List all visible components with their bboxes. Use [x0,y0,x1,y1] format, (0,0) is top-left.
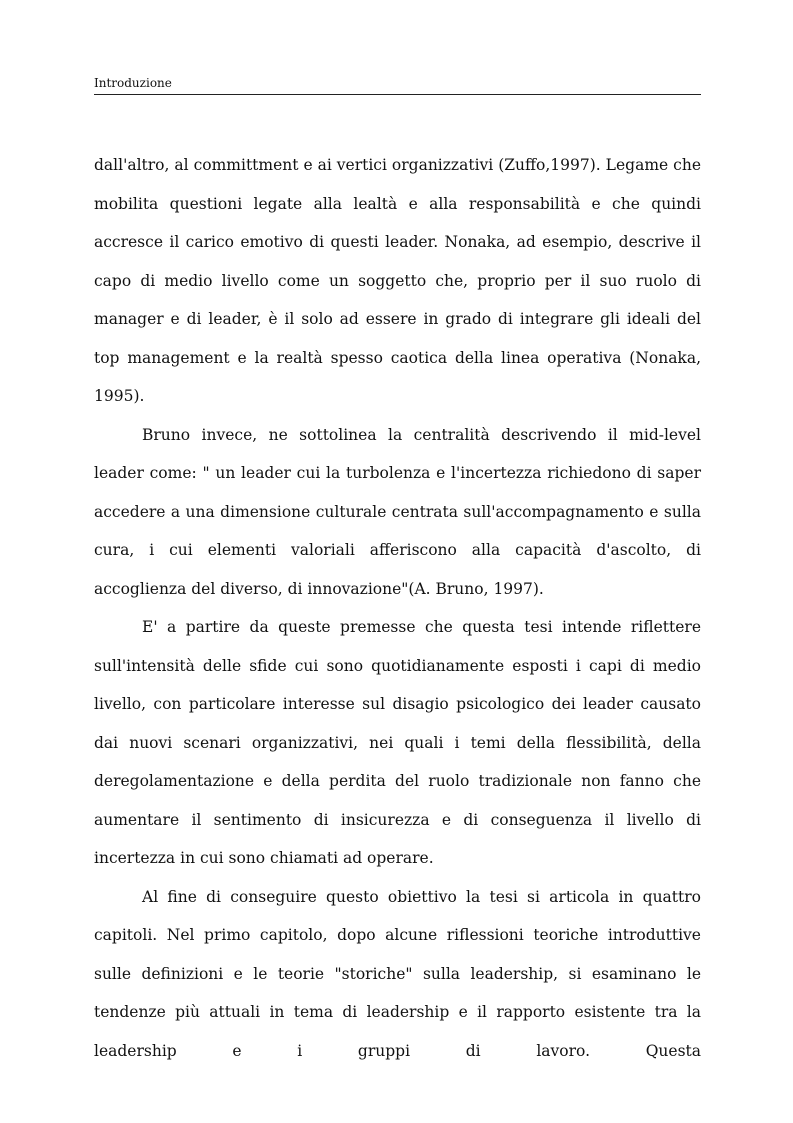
paragraph-1: dall'altro, al committment e ai vertici organizzativi (Zuffo,1997). Legame che mobilita questioni legate alla lealtà e alla responsabilità e che quindi accresce il carico emotivo di questi leader. Nonaka, ad esempio, descrive il capo di medio livello come un soggetto che, proprio per il suo ruolo di manager e di leader, è il solo ad essere in grado di integrare gli ideali del top management e la realtà spesso caotica della linea operativa (Nonaka, 1995). [94,156,701,405]
running-header: Introduzione [94,75,701,95]
paragraph-3: E' a partire da queste premesse che questa tesi intende riflettere sull'intensità delle sfide cui sono quotidianamente esposti i capi di medio livello, con particolare interesse sul disagio psicologico dei leader causato dai nuovi scenari organizzativi, nei quali i temi della flessibilità, della deregolamentazione e della perdita del ruolo tradizionale non fanno che aumentare il sentimento di insicurezza e di conseguenza il livello di incertezza in cui sono chiamati ad operare. [94,618,701,867]
body-text [94,146,701,1070]
paragraph-2: Bruno invece, ne sottolinea la centralità descrivendo il mid-level leader come: " un leader cui la turbolenza e l'incertezza richiedono di saper accedere a una dimensione culturale centrata sull'accompagnamento e sulla cura, i cui elementi valoriali afferiscono alla capacità d'ascolto, di accoglienza del diverso, di innovazione"(A. Bruno, 1997). [94,425,701,598]
paragraph-4: Al fine di conseguire questo obiettivo la tesi si articola in quattro capitoli. Nel primo capitolo, dopo alcune riflessioni teoriche introduttive sulle definizioni e le teorie "storiche" sulla leadership, si esaminano le tendenze più attuali in tema di leadership e il rapporto esistente tra la leadership e i gruppi di lavoro. Questa [94,887,701,1060]
